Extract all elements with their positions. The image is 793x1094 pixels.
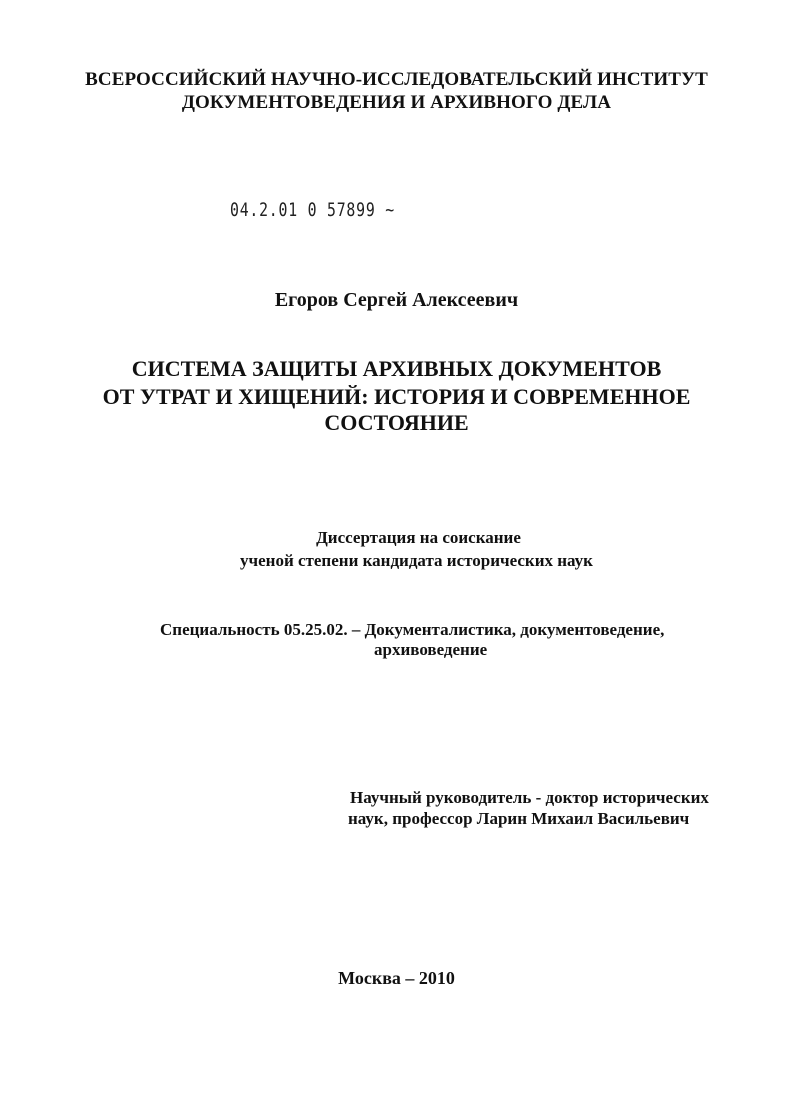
city-year: Москва – 2010 <box>338 968 455 988</box>
specialty-line-2: архивоведение <box>374 640 488 659</box>
dissertation-type-line-1: Диссертация на соискание <box>316 528 521 547</box>
institute-name-line-2: ДОКУМЕНТОВЕДЕНИЯ И АРХИВНОГО ДЕЛА <box>181 92 612 113</box>
dissertation-type-line-2: ученой степени кандидата исторических наук <box>240 551 593 570</box>
dissertation-title-line-3: СОСТОЯНИЕ <box>324 410 469 435</box>
institute-name-line-1: ВСЕРОССИЙСКИЙ НАУЧНО-ИССЛЕДОВАТЕЛЬСКИЙ ИНСТИТУТ <box>85 69 708 90</box>
dissertation-title-line-2: ОТ УТРАТ И ХИЩЕНИЙ: ИСТОРИЯ И СОВРЕМЕННОЕ <box>102 384 691 409</box>
advisor-line-2: наук, профессор Ларин Михаил Васильевич <box>348 809 690 828</box>
dissertation-title-line-1: СИСТЕМА ЗАЩИТЫ АРХИВНЫХ ДОКУМЕНТОВ <box>131 356 662 381</box>
advisor-line-1: Научный руководитель - доктор исторических <box>350 788 709 807</box>
specialty-line-1: Специальность 05.25.02. – Документалистика, документоведение, <box>160 620 665 639</box>
registration-stamp: 04.2.01 0 57899 ~ <box>230 199 395 221</box>
author-name: Егоров Сергей Алексеевич <box>274 289 519 311</box>
